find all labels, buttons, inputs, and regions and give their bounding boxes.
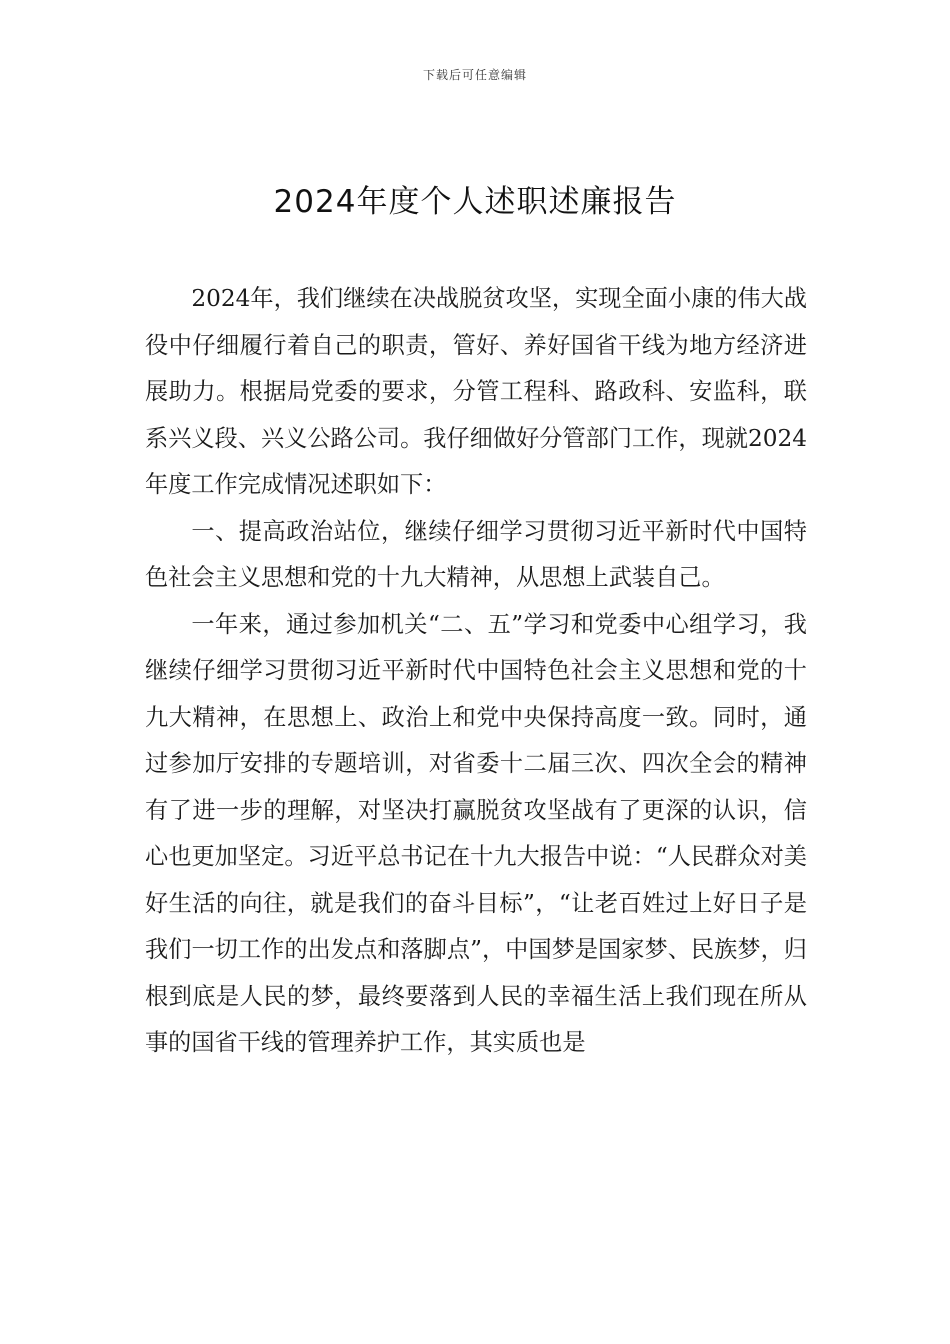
header-note: 下载后可任意编辑 bbox=[422, 68, 527, 82]
document-body bbox=[145, 276, 807, 1067]
paragraph-intro: 2024年，我们继续在决战脱贫攻坚，实现全面小康的伟大战役中仔细履行着自己的职责，管好、养好国省干线为地方经济进展助力。根据局党委的要求，分管工程科、路政科、安监科，联系兴义段、兴义公路公司。我仔细做好分管部门工作，现就2024年度工作完成情况述职如下： bbox=[145, 285, 807, 498]
paragraph-section-one-heading: 一、提高政治站位，继续仔细学习贯彻习近平新时代中国特色社会主义思想和党的十九大精神，从思想上武装自己。 bbox=[145, 517, 807, 591]
paragraph-section-one-body: 一年来，通过参加机关“二、五”学习和党委中心组学习，我继续仔细学习贯彻习近平新时代中国特色社会主义思想和党的十九大精神，在思想上、政治上和党中央保持高度一致。同时，通过参加厅安排的专题培训，对省委十二届三次、四次全会的精神有了进一步的理解，对坚决打赢脱贫攻坚战有了更深的认识，信心也更加坚定。习近平总书记在十九大报告中说：“人民群众对美好生活的向往，就是我们的奋斗目标”，“让老百姓过上好日子是我们一切工作的出发点和落脚点”，中国梦是国家梦、民族梦，归根到底是人民的梦，最终要落到人民的幸福生活上我们现在所从事的国省干线的管理养护工作，其实质也是 bbox=[145, 610, 807, 1056]
document-title: 2024年度个人述职述廉报告 bbox=[273, 184, 677, 220]
